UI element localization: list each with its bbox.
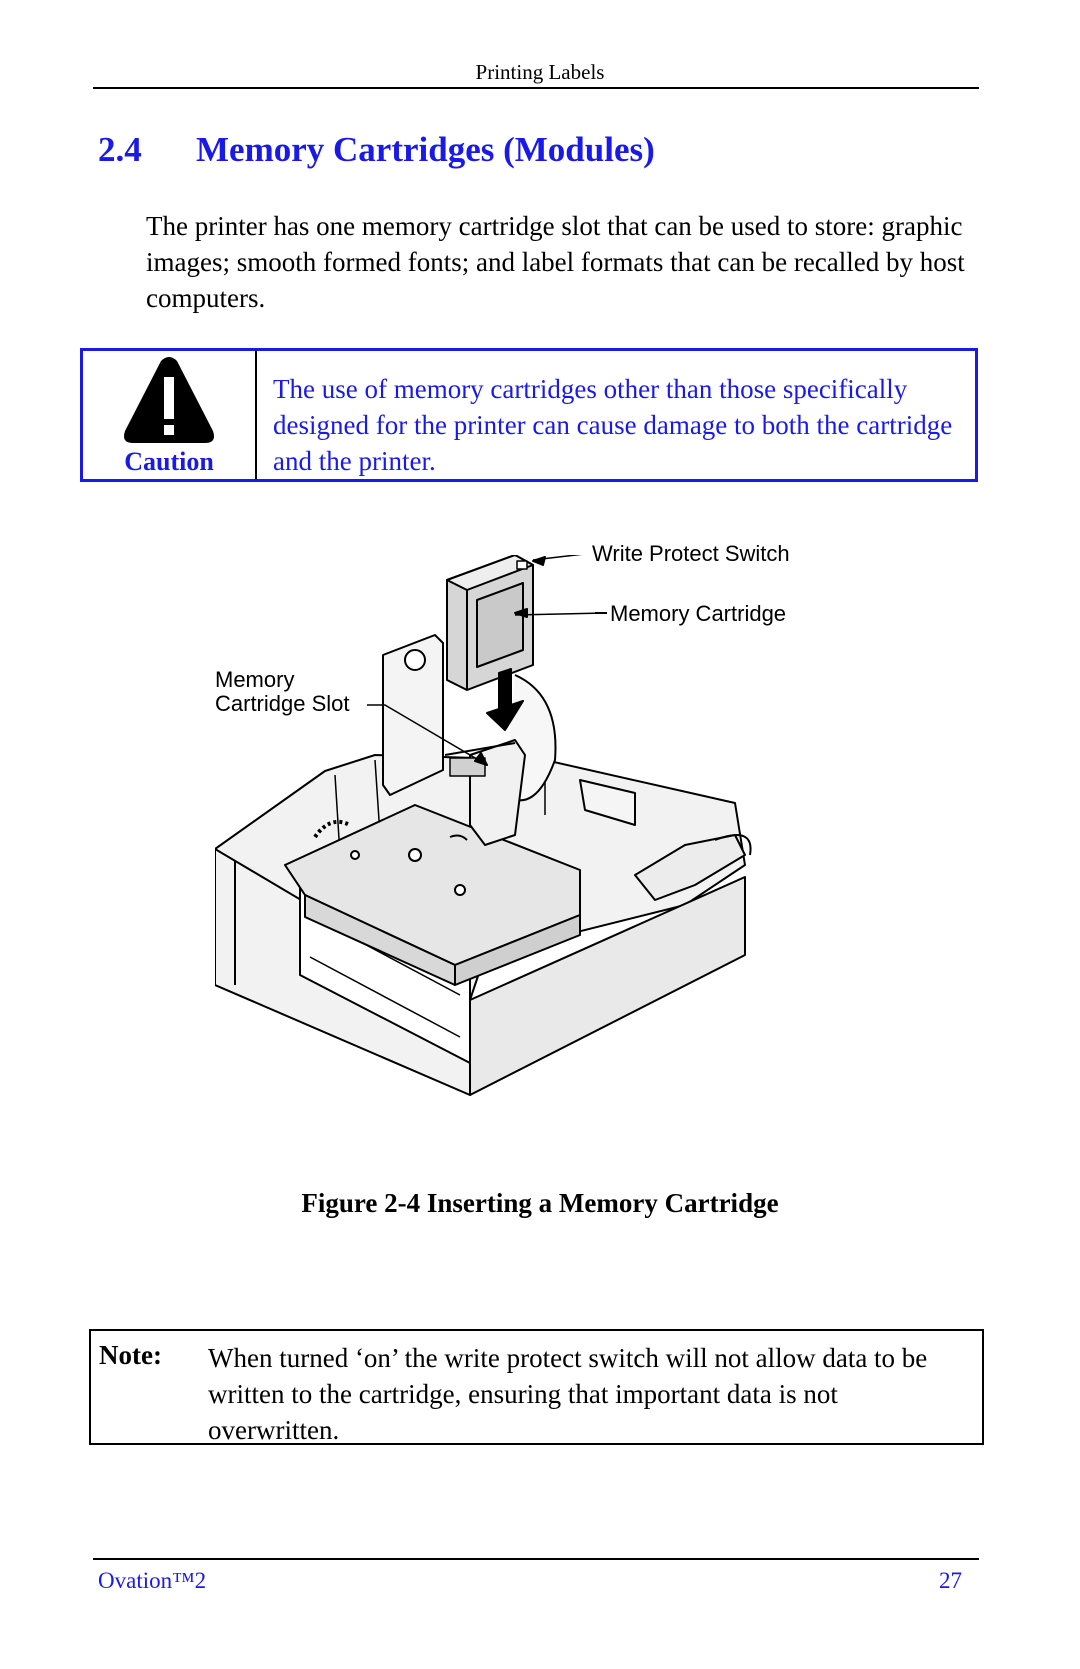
caution-box [80,348,978,482]
caution-divider [255,351,257,479]
header-rule [93,87,979,89]
printer-cartridge-figure [215,541,855,1155]
section-number: 2.4 [98,130,142,169]
footer-rule [93,1558,979,1560]
footer-product-name: Ovation™2 [98,1568,207,1593]
section-heading [98,130,655,170]
slot-label-line1: Memory [215,667,295,692]
note-text: When turned ‘on’ the write protect switch will not allow data to be written to the cartridge, ensuring that important data is not overwritten. [208,1343,928,1445]
caution-label: Caution [124,447,214,476]
note-label: Note: [99,1340,162,1370]
write-protect-switch-label: Write Protect Switch [592,541,790,566]
note-box [89,1329,984,1445]
memory-cartridge-label: Memory Cartridge [610,601,787,626]
caution-text: The use of memory cartridges other than those specifically designed for the printer can cause damage to both the cartridge and the printer. [273,374,953,476]
slot-label-line2: Cartridge Slot [215,691,350,716]
warning-triangle-icon [121,355,217,451]
section-title: Memory Cartridges (Modules) [196,130,655,169]
intro-paragraph: The printer has one memory cartridge slot that can be used to store: graphic images; smooth formed fonts; and label formats that can be recalled by host computers. [146,211,965,313]
printer-illustration [215,555,855,1155]
page-number: 27 [939,1568,962,1593]
running-header: Printing Labels [475,60,605,84]
figure-caption: Figure 2-4 Inserting a Memory Cartridge [301,1188,779,1218]
